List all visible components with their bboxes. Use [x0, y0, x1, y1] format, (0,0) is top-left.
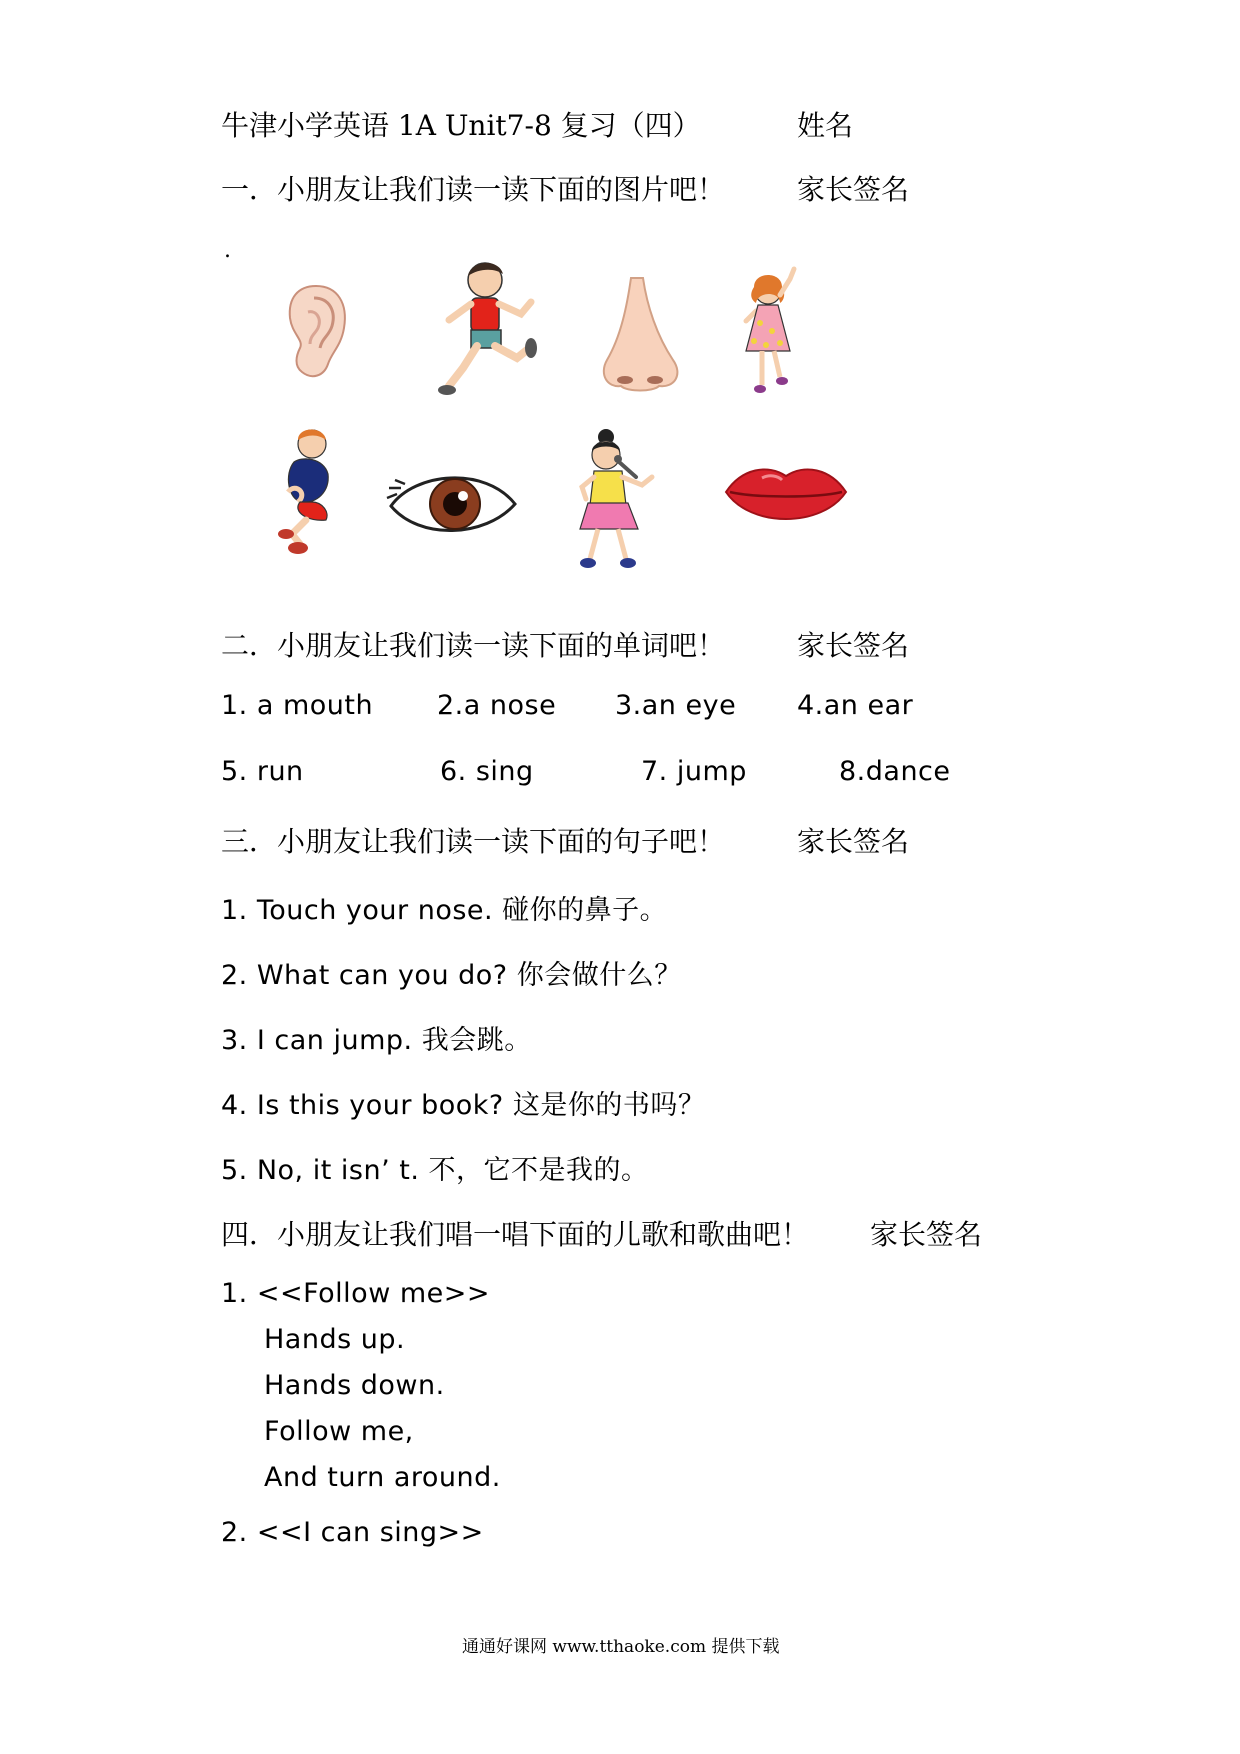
section-1-heading: 一．小朋友让我们读一读下面的图片吧！	[221, 173, 726, 206]
sentence-item: 3. I can jump. 我会跳。	[221, 1025, 532, 1056]
eye-picture	[385, 468, 520, 540]
stray-dot: .	[224, 238, 231, 263]
word-item: 3.an eye	[615, 690, 737, 721]
footer-credit: 通通好课网 www.tthaoke.com 提供下载	[462, 1637, 780, 1657]
name-label: 姓名	[797, 109, 854, 142]
word-item: 6. sing	[440, 756, 534, 787]
nose-picture	[597, 276, 683, 394]
girl-dancing-picture	[740, 265, 802, 407]
song-line: Hands down.	[264, 1370, 445, 1401]
boy-running-picture	[433, 258, 545, 403]
word-item: 4.an ear	[797, 690, 914, 721]
section-4-heading: 四．小朋友让我们唱一唱下面的儿歌和歌曲吧！	[221, 1218, 810, 1251]
song-title: 1. <<Follow me>>	[221, 1278, 491, 1309]
word-item: 2.a nose	[437, 690, 557, 721]
girl-singing-picture	[572, 425, 664, 577]
song-line: Hands up.	[264, 1324, 406, 1355]
sentence-item: 1. Touch your nose. 碰你的鼻子。	[221, 895, 668, 926]
song-line: Follow me,	[264, 1416, 414, 1447]
sentence-item: 4. Is this your book? 这是你的书吗？	[221, 1090, 706, 1121]
mouth-picture	[722, 462, 850, 526]
section-2-parent-signature: 家长签名	[797, 629, 910, 662]
section-3-parent-signature: 家长签名	[797, 825, 910, 858]
song-line: And turn around.	[264, 1462, 501, 1493]
sentence-item: 5. No, it isn’ t. 不，它不是我的。	[221, 1155, 649, 1186]
word-item: 8.dance	[839, 756, 951, 787]
word-item: 5. run	[221, 756, 304, 787]
boy-jumping-picture	[272, 422, 344, 562]
sentence-item: 2. What can you do? 你会做什么？	[221, 960, 682, 991]
word-item: 1. a mouth	[221, 690, 374, 721]
section-2-heading: 二．小朋友让我们读一读下面的单词吧！	[221, 629, 726, 662]
song-title: 2. <<I can sing>>	[221, 1517, 484, 1548]
section-3-heading: 三．小朋友让我们读一读下面的句子吧！	[221, 825, 726, 858]
section-4-parent-signature: 家长签名	[870, 1218, 983, 1251]
page-title: 牛津小学英语 1A Unit7-8 复习（四）	[221, 109, 701, 142]
ear-picture	[280, 282, 350, 382]
section-1-parent-signature: 家长签名	[797, 173, 910, 206]
word-item: 7. jump	[641, 756, 747, 787]
